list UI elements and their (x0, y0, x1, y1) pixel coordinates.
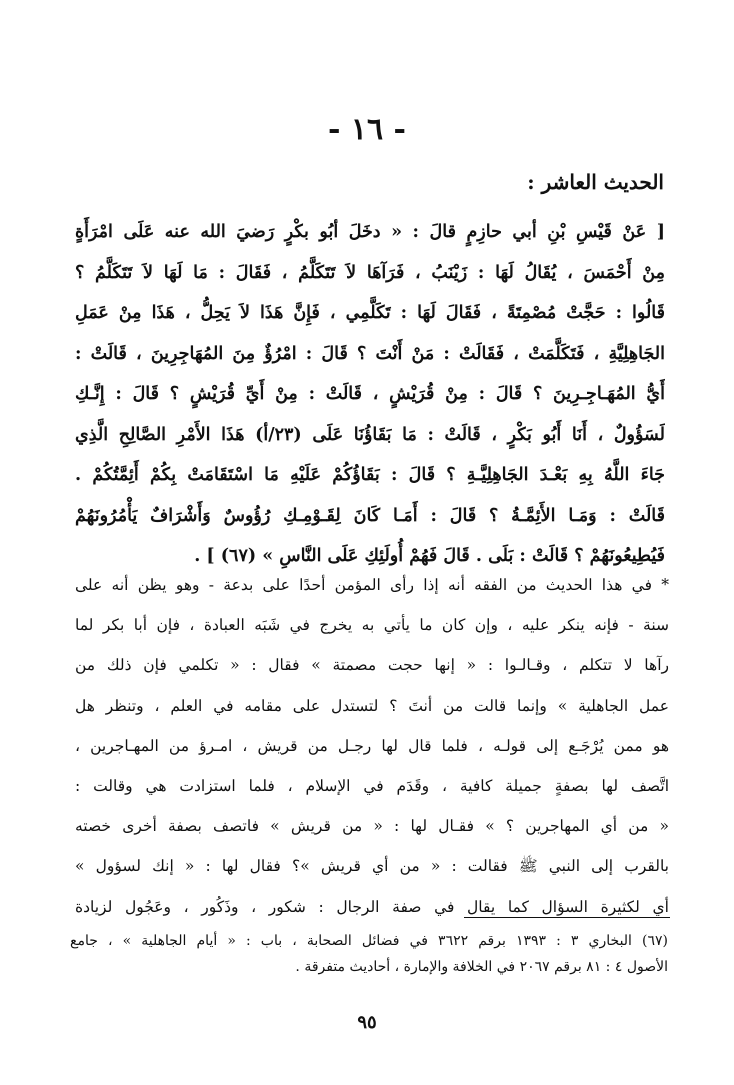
hadith-line: فَيُطِيعُونَهُمْ ؟ قَالَتْ : بَلَى . قَالَ فَهُمْ أُولَئِكِ عَلَى النَّاسِ » (٦٧) ] . (194, 546, 665, 566)
hadith-line: قَالَتْ : وَمَـا الأَئِمَّـةُ ؟ قَالَ : أَمَـا كَانَ لِقَـوْمِـكِ رُؤُوسٌ وَأَشْرَافٌ يَأْمُرُونَهُمْ (75, 505, 665, 526)
commentary-line: رآها لا تتكلم ، وقـالـوا : « إنها حجت مصمتة » فقال : « تكلمي فإن ذلك من (75, 656, 669, 675)
commentary-line: « من أي المهاجرين ؟ » فقـال لها : « من قريش » فاتصف بصفة أخرى خصته (75, 817, 669, 836)
hadith-line: [ عَنْ قَيْسِ بْنِ أبي حازِمٍ قالَ : « دخَلَ أبُو بكْرٍ رَضيَ الله عنه عَلَى امْرَأَةٍ (75, 222, 665, 242)
hadith-text (75, 212, 665, 577)
section-title: الحديث العاشر : (527, 170, 664, 194)
commentary-line: أي لكثيرة السؤال كما يقال في صفة الرجال : شكور ، وذَكُور ، وعَجُول لزيادة (75, 897, 669, 916)
commentary-line: * في هذا الحديث من الفقه أنه إذا رأى المؤمن أحدًا على بدعة - وهو يظن أنه على (75, 576, 669, 594)
commentary-line: عمل الجاهلية » وإنما قالت من أنتَ ؟ لتستدل على مقامه في العلم ، وتنظر هل (75, 696, 669, 715)
footnote-divider (464, 917, 670, 918)
hadith-line: لَسَؤُولٌ ، أَنَا أَبُو بَكْرٍ ، قَالَتْ : مَا بَقَاؤُنَا عَلَى (٢٣/أ) هَذَا الأَمْرِ الصَّالِحِ الَّذِي (75, 424, 665, 445)
hadith-line: الجَاهِلِيَّةِ ، فَتَكَلَّمَتْ ، فَقَالَتْ : مَنْ أَنْتَ ؟ قَالَ : امْرُؤٌ مِنَ المُهَاجِرِينَ ، قَالَتْ : (75, 343, 665, 364)
footnotes (70, 928, 668, 980)
commentary-text (75, 565, 669, 927)
commentary-line: هو ممن يُرْجَـع إلى قولـه ، فلما قال لها رجـل من قريش ، امـرؤ من المهـاجرين ، (75, 736, 669, 755)
commentary-line: بالقرب إلى النبي ﷺ فقالت : « من أي قريش »؟ فقال لها : « إنك لسؤول » (75, 857, 669, 876)
commentary-line: اتَّصف لها بصفةٍ جميلة كافية ، وقَدَم في الإسلام ، فلما استزادت هي وقالت : (75, 776, 669, 795)
footnote-line: (٦٧) البخاري ٣ : ١٣٩٣ برقم ٣٦٢٢ في فضائل الصحابة ، باب : « أيام الجاهلية » ، جامع (70, 933, 668, 949)
hadith-line: جَاءَ اللَّهُ بِهِ بَعْـدَ الجَاهِلِيَّـةِ ؟ قَالَ : بَقَاؤُكُمْ عَلَيْهِ مَا اسْتَقَامَتْ بِكُمْ أَئِمَّتُكُمْ . (75, 465, 665, 485)
page-number-header: - ١٦ - (327, 112, 407, 147)
hadith-line: قَالُوا : حَجَّتْ مُصْمِتَةً ، فَقَالَ لَهَا : تَكَلَّمِي ، فَإِنَّ هَذَا لاَ يَحِلُّ ، هَذَا مِنْ عَمَلِ (75, 303, 665, 323)
hadith-line: مِنْ أَحْمَسَ ، يُقَالُ لَهَا : زَيْنَبُ ، فَرَآهَا لاَ تَتَكَلَّمُ ، فَقَالَ : مَا لَهَا لاَ تَتَكَلَّمُ ؟ (75, 262, 665, 283)
footnote-line: الأصول ٤ : ٨١ برقم ٢٠٦٧ في الخلافة والإمارة ، أحاديث متفرقة . (295, 959, 668, 975)
folio-number: ٩٥ (357, 1012, 377, 1033)
hadith-line: أَيُّ المُهَـاجِـرِينَ ؟ قَالَ : مِنْ قُرَيْشٍ ، قَالَتْ : مِنْ أَيِّ قُرَيْشٍ ؟ قَالَ : إِنَّـكِ (75, 384, 665, 404)
commentary-line: سنة - فإنه ينكر عليه ، وإن كان ما يأتي به يخرج في شَبَه العبادة ، فإن أبا بكر لما (75, 616, 669, 635)
